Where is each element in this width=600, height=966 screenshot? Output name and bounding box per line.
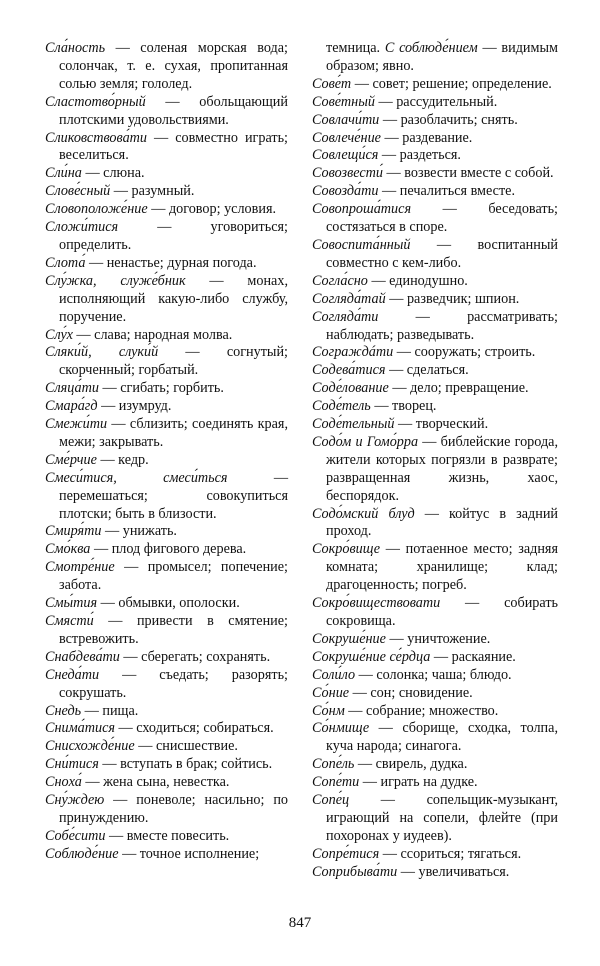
- entry-definition: — видимым образом; явно.: [326, 40, 558, 74]
- dictionary-entry: [312, 309, 558, 345]
- entry-definition: — привести в смятение; встревожить.: [59, 613, 288, 647]
- dictionary-entry: [45, 756, 288, 774]
- page-number: 847: [288, 915, 312, 931]
- entry-definition: — воспитанный совместно с кем-либо.: [326, 236, 558, 271]
- entry-term: Слу́х: [45, 326, 73, 343]
- dictionary-entry: [45, 165, 288, 183]
- dictionary-entry: [45, 416, 288, 452]
- dictionary-entry: [312, 864, 558, 882]
- entry-term: Сопре́тися: [312, 845, 380, 862]
- entry-definition: — сооружать; строить.: [393, 344, 536, 361]
- entry-term: Соли́ло: [312, 666, 356, 683]
- dictionary-entry: [312, 112, 558, 130]
- entry-term: Сластотво́рный: [45, 93, 146, 110]
- entry-term: Сограждáти: [312, 344, 394, 361]
- entry-term: Собе́сити: [45, 827, 106, 844]
- entry-term: Смы́тия: [45, 595, 98, 612]
- dictionary-entry: [45, 398, 288, 416]
- entry-definition: — слава; народная молва.: [72, 326, 233, 343]
- entry-term: Смежи́ти: [45, 416, 108, 433]
- right-column: [312, 40, 558, 882]
- entry-term: С соблюде́нием: [384, 40, 478, 56]
- entry-term: Сове́т: [312, 75, 352, 92]
- entry-term: Снoха́: [45, 774, 82, 791]
- dictionary-entry: [312, 147, 558, 165]
- entry-term: Совоспита́нный: [312, 236, 411, 253]
- dictionary-entry: [45, 327, 288, 345]
- entry-definition: — монах, исполняющий какую-либо службу, поручение.: [59, 272, 288, 325]
- dictionary-entry: [312, 667, 558, 685]
- dictionary-entry: [312, 398, 558, 416]
- dictionary-entry: [45, 183, 288, 201]
- dictionary-entry: [45, 720, 288, 738]
- entry-definition: — сходиться; собираться.: [114, 720, 274, 737]
- left-column: [45, 40, 288, 864]
- dictionary-entry: [45, 703, 288, 721]
- entry-definition: — раздевание.: [380, 129, 473, 146]
- entry-definition: — перемешаться; совокупиться плотски; быть в близости.: [59, 469, 288, 522]
- entry-term: Сни́тися: [45, 756, 99, 773]
- dictionary-entry: [312, 685, 558, 703]
- entry-term: Сла́ность: [45, 40, 106, 56]
- entry-term: Слота́: [45, 254, 86, 271]
- entry-definition: — возвести вместе с собой.: [382, 165, 554, 182]
- dictionary-entry: [45, 738, 288, 756]
- entry-definition: — печалиться вместе.: [378, 183, 516, 200]
- entry-continuation: [312, 40, 558, 76]
- entry-definition: — уничтожение.: [385, 630, 491, 647]
- entry-term: Словоположе́ние: [45, 201, 148, 218]
- entry-definition: — обольщающий плотскими удовольствиями.: [59, 93, 288, 128]
- dictionary-entry: [45, 219, 288, 255]
- entry-definition: — ссориться; тягаться.: [379, 845, 522, 862]
- entry-term: Согляда́тай: [312, 290, 386, 307]
- entry-definition: — сопельщик-музыкант, играющий на сопели, флейте (при похоронах у иудеев).: [326, 792, 558, 844]
- entry-definition: — договор; условия.: [147, 201, 277, 218]
- entry-definition: — потаенное место; задняя комната; хранилище; клад; драгоценность; погреб.: [326, 541, 558, 594]
- entry-definition: — единодушно.: [367, 272, 468, 289]
- entry-definition: — разведчик; шпион.: [385, 290, 520, 307]
- entry-term: Сляки́й, слуки́й: [45, 344, 159, 361]
- dictionary-entry: [312, 344, 558, 362]
- entry-definition: — слюна.: [81, 165, 145, 182]
- dictionary-entry: [312, 774, 558, 792]
- dictionary-entry: [312, 130, 558, 148]
- entry-term: Снисхожде́ние: [45, 738, 135, 755]
- dictionary-entry: [312, 165, 558, 183]
- entry-term: Сокруше́ние: [312, 630, 386, 647]
- dictionary-entry: [45, 94, 288, 130]
- entry-term: Сокро́вищеcтвовати: [312, 595, 441, 612]
- dictionary-entry: [312, 273, 558, 291]
- entry-definition: — вступать в брак; сойтись.: [98, 756, 273, 773]
- entry-term: Совлещи́ся: [312, 147, 379, 164]
- entry-definition: — жена сына, невестка.: [81, 774, 230, 791]
- dictionary-entry: [45, 40, 288, 94]
- entry-term: Со́нмище: [312, 720, 370, 737]
- entry-term: Содо́мский блуд: [312, 505, 415, 522]
- dictionary-entry: [312, 183, 558, 201]
- entry-term: Соде́тельный: [312, 416, 395, 433]
- dictionary-entry: [312, 76, 558, 94]
- dictionary-entry: [312, 434, 558, 506]
- dictionary-entry: [45, 792, 288, 828]
- entry-term: Смо́ква: [45, 541, 91, 558]
- entry-term: Сопе́ц: [312, 792, 350, 809]
- entry-term: Соблюде́ние: [45, 845, 119, 862]
- dictionary-entry: [45, 344, 288, 380]
- entry-definition: — ненастье; дурная погода.: [85, 254, 257, 271]
- entry-definition: — раскаяние.: [430, 648, 516, 665]
- entry-definition: — съедать; разорять; сокрушать.: [59, 666, 288, 701]
- entry-term: Совлачи́ти: [312, 111, 380, 128]
- entry-term: Снима́тися: [45, 720, 115, 737]
- entry-term: Соде́тель: [312, 398, 371, 415]
- entry-definition: — плод фигового дерева.: [90, 541, 247, 558]
- entry-definition: — унижать.: [101, 523, 177, 540]
- entry-definition-fragment: темница.: [326, 40, 385, 56]
- entry-definition: — дело; превращение.: [388, 380, 529, 397]
- entry-term: Содева́тися: [312, 362, 386, 379]
- entry-definition: — увеличиваться.: [397, 863, 510, 880]
- dictionary-entry: [312, 237, 558, 273]
- entry-definition: — поневоле; насильно; по принуждению.: [59, 792, 288, 826]
- entry-term: Слове́сный: [45, 183, 111, 200]
- entry-term: Соприбыва́ти: [312, 863, 398, 880]
- entry-term: Сопе́ль: [312, 756, 355, 773]
- entry-term: Снедь: [45, 702, 82, 719]
- entry-definition: — собрание; множество.: [344, 702, 499, 719]
- entry-definition: — рассудительный.: [374, 93, 498, 110]
- entry-term: Согла́сно: [312, 272, 368, 289]
- entry-definition: — солонка; чаша; блюдо.: [355, 666, 512, 683]
- dictionary-entry: [312, 792, 558, 846]
- dictionary-entry: [45, 774, 288, 792]
- dictionary-entry: [45, 595, 288, 613]
- entry-term: Согляда́ти: [312, 308, 379, 325]
- entry-term: Сликовствова́ти: [45, 129, 148, 146]
- entry-definition: — соленая морская вода; солончак, т. е. сухая, пропитанная солью земля; гололед.: [59, 40, 288, 92]
- entry-term: Смотре́ние: [45, 559, 115, 576]
- entry-definition: — сделаться.: [385, 362, 469, 379]
- dictionary-entry: [45, 130, 288, 166]
- entry-definition: — раздеться.: [378, 147, 461, 164]
- dictionary-entry: [312, 416, 558, 434]
- entry-term: Совопроша́тися: [312, 201, 412, 218]
- entry-definition: — свирель, дудка.: [354, 756, 468, 773]
- dictionary-entry: [45, 613, 288, 649]
- entry-definition: — точное исполнение;: [118, 845, 260, 862]
- dictionary-entry: [312, 94, 558, 112]
- entry-definition: — творческий.: [394, 416, 489, 433]
- dictionary-entry: [45, 380, 288, 398]
- dictionary-entry: [312, 506, 558, 542]
- dictionary-entry: [312, 362, 558, 380]
- dictionary-entry: [45, 523, 288, 541]
- entry-term: Смясти́: [45, 613, 94, 629]
- entry-term: Сокруше́ние се́рдца: [312, 648, 431, 665]
- dictionary-entry: [312, 756, 558, 774]
- dictionary-entry: [45, 470, 288, 524]
- entry-definition: — совет; решение; определение.: [351, 75, 552, 92]
- entry-definition: — собирать сокровища.: [326, 595, 558, 629]
- entry-definition: — койтус в задний проход.: [326, 505, 559, 540]
- entry-definition: — снисшествие.: [134, 738, 238, 755]
- entry-definition: — вместе повесить.: [105, 827, 230, 844]
- entry-definition: — сборище, сходка, толпа, куча народа; синагога.: [326, 720, 558, 755]
- entry-definition: — обмывки, ополоски.: [97, 595, 240, 612]
- entry-term: Сопе́ти: [312, 774, 360, 791]
- entry-term: Соде́лование: [312, 380, 389, 397]
- entry-definition: — промысел; попечение; забота.: [59, 559, 288, 594]
- dictionary-entry: [45, 559, 288, 595]
- entry-definition: — согнутый; скорченный; горбатый.: [59, 344, 288, 379]
- dictionary-entry: [45, 541, 288, 559]
- entry-definition: — сон; сновидение.: [349, 684, 473, 701]
- dictionary-entry: [45, 255, 288, 273]
- entry-term: Снеда́ти: [45, 666, 100, 683]
- dictionary-entry: [45, 667, 288, 703]
- dictionary-entry: [312, 291, 558, 309]
- entry-definition: — сблизить; соединять края, межи; закрывать.: [59, 416, 288, 450]
- dictionary-entry: [312, 595, 558, 631]
- dictionary-entry: [45, 273, 288, 327]
- dictionary-entry: [45, 828, 288, 846]
- entry-definition: — рассматривать; наблюдать; разведывать.: [326, 308, 558, 343]
- entry-definition: — разумный.: [110, 183, 195, 200]
- entry-term: Совлече́ние: [312, 129, 381, 146]
- entry-definition: — кедр.: [96, 451, 149, 468]
- entry-definition: — разоблачить; снять.: [379, 111, 518, 128]
- entry-definition: — сгибать; горбить.: [98, 380, 224, 397]
- dictionary-entry: [312, 720, 558, 756]
- entry-definition: — творец.: [370, 398, 437, 415]
- entry-definition: — пища.: [81, 702, 139, 719]
- entry-term: Сложи́тися: [45, 219, 119, 236]
- dictionary-entry: [312, 541, 558, 595]
- dictionary-entry: [45, 452, 288, 470]
- entry-definition: — уговориться; определить.: [59, 219, 288, 253]
- dictionary-entry: [312, 201, 558, 237]
- entry-definition: — играть на дудке.: [359, 774, 478, 791]
- dictionary-entry: [45, 201, 288, 219]
- entry-term: Совозвести́: [312, 165, 383, 182]
- entry-term: Смиря́ти: [45, 523, 102, 540]
- entry-term: Снабдева́ти: [45, 648, 120, 665]
- dictionary-entry: [45, 649, 288, 667]
- entry-term: Совозда́ти: [312, 183, 379, 200]
- dictionary-entry: [45, 846, 288, 864]
- entry-term: Сокро́вище: [312, 541, 381, 558]
- entry-term: Содо́м и Гомо́рра: [312, 433, 419, 450]
- dictionary-entry: [312, 380, 558, 398]
- entry-definition: — библейские города, жители которых погрязли в разврате; развращенная жизнь, хаос, беспорядок.: [326, 433, 558, 504]
- entry-term: Смеси́тися, смеси́ться: [45, 469, 228, 486]
- entry-definition: — изумруд.: [97, 398, 172, 415]
- entry-term: Слу́жка, служе́бник: [45, 272, 186, 289]
- dictionary-entry: [312, 703, 558, 721]
- entry-term: Смара́гд: [45, 398, 98, 415]
- dictionary-entry: [312, 649, 558, 667]
- entry-definition: — сберегать; сохранять.: [119, 648, 271, 665]
- entry-term: Сове́тный: [312, 93, 375, 110]
- entry-term: Сме́рчие: [45, 451, 97, 468]
- entry-term: Со́нм: [312, 702, 345, 719]
- dictionary-entry: [312, 631, 558, 649]
- dictionary-entry: [312, 846, 558, 864]
- entry-definition: — беседовать; состязаться в споре.: [326, 201, 558, 236]
- entry-term: Со́ние: [312, 684, 350, 701]
- entry-definition: — совместно играть; веселиться.: [59, 129, 288, 164]
- entry-term: Сну́ждею: [45, 792, 105, 809]
- entry-term: Сляца́ти: [45, 380, 99, 397]
- entry-term: Сли́на: [45, 165, 82, 182]
